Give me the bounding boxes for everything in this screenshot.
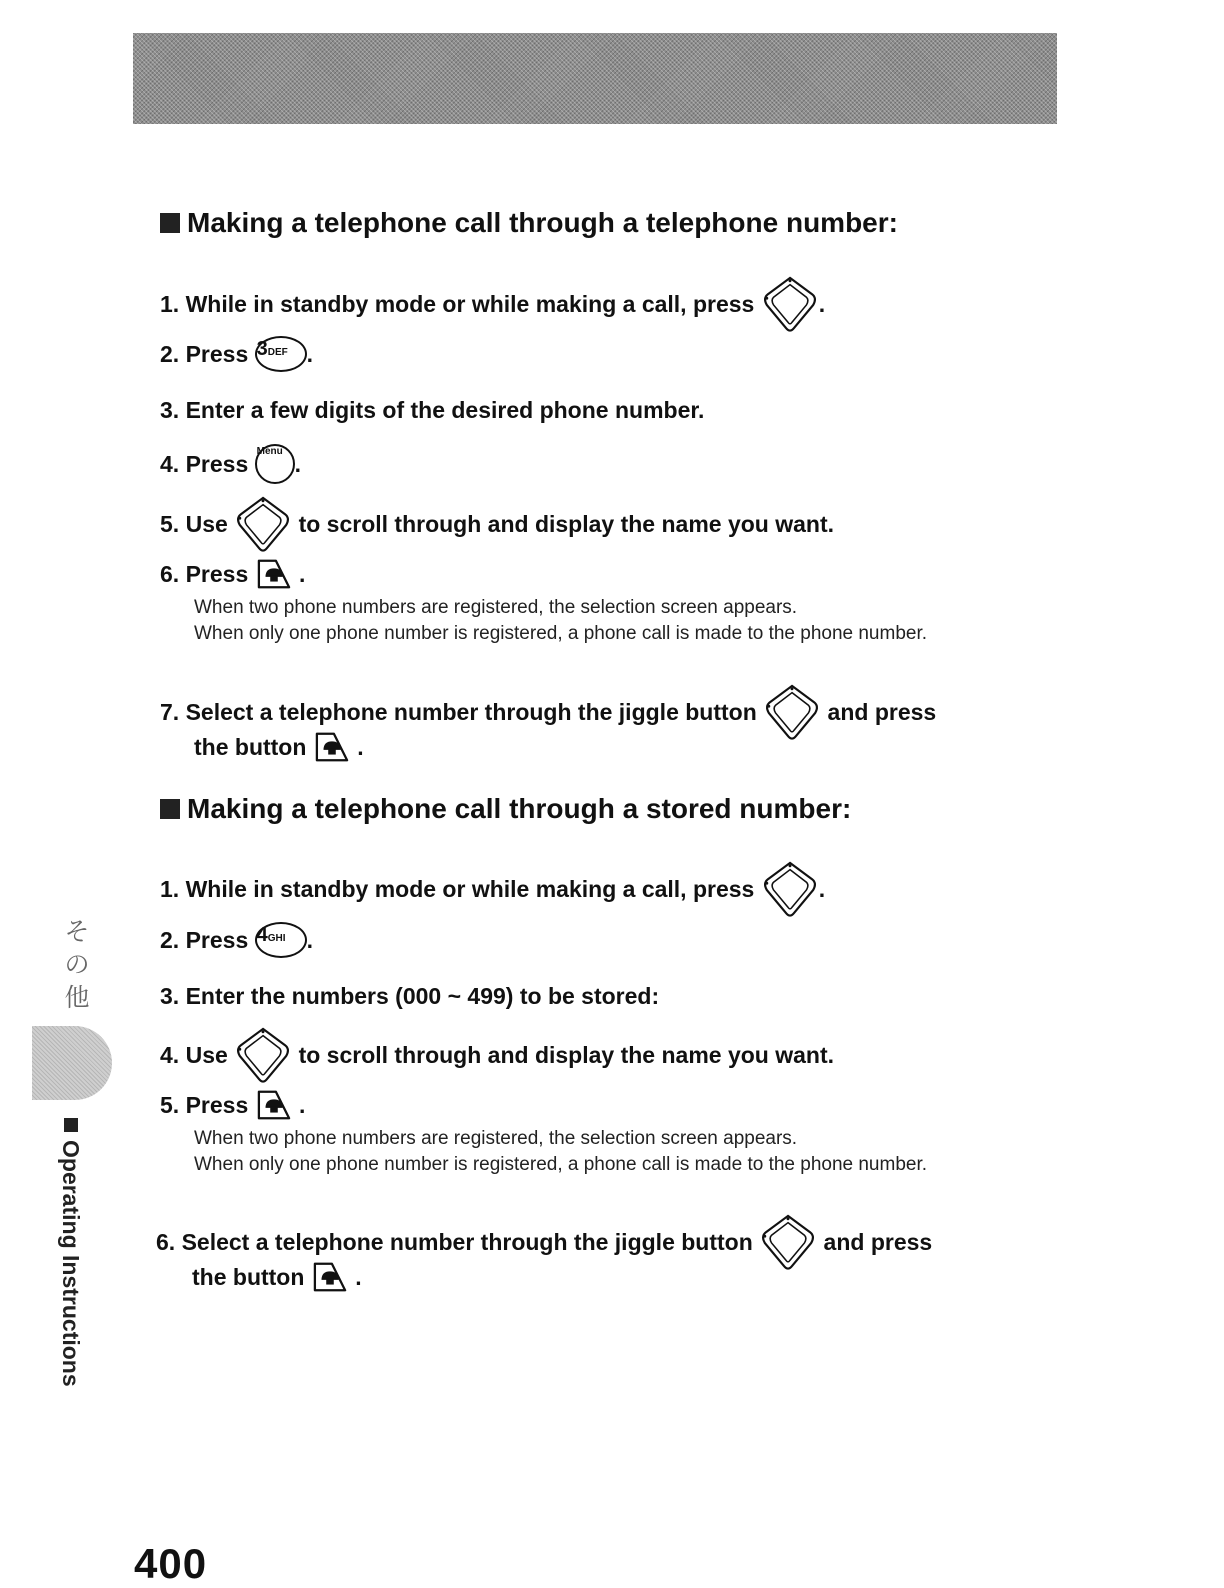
step-item: 4. Press Menu . [160, 444, 301, 484]
menu-key-icon: Menu [255, 444, 295, 484]
note-text: When two phone numbers are registered, the selection screen appears. When only one phone number is registered, a phone call is made to the phone number. [194, 597, 928, 644]
jiggle-button-icon [763, 683, 821, 741]
section-title: Making a telephone call through a stored number: [160, 793, 851, 825]
step-item: 3. Enter a few digits of the desired phone number. [160, 397, 705, 423]
call-button-icon [313, 730, 351, 764]
jiggle-button-icon [761, 275, 819, 333]
step-item: 5. Use to scroll through and display the name you want. [160, 495, 834, 553]
step-item: 1. While in standby mode or while making a call, press . [160, 860, 825, 918]
step-item: 1. While in standby mode or while making a call, press . [160, 275, 825, 333]
key-4-icon: 4GHI [255, 922, 307, 958]
call-button-icon [255, 1088, 293, 1122]
key-3-icon: 3DEF [255, 336, 307, 372]
step-item: 5. Press . [160, 1088, 305, 1122]
note-text: When two phone numbers are registered, the selection screen appears. When only one phone number is registered, a phone call is made to the phone number. [194, 1128, 928, 1175]
sidebar-japanese-label: そ の 他 [64, 917, 90, 1012]
step-item-continuation: the button . [192, 1260, 362, 1294]
step-item: 3. Enter the numbers (000 ~ 499) to be stored: [160, 983, 660, 1009]
jiggle-button-icon [759, 1213, 817, 1271]
step-item: 7. Select a telephone number through the jiggle button and press [160, 683, 936, 741]
step-item: 6. Select a telephone number through the jiggle button and press [156, 1213, 932, 1271]
bullet-square-icon [160, 213, 180, 233]
jiggle-button-icon [234, 1026, 292, 1084]
bullet-square-icon [160, 799, 180, 819]
jiggle-button-icon [234, 495, 292, 553]
step-item-continuation: the button . [194, 730, 364, 764]
jiggle-button-icon [761, 860, 819, 918]
step-item: 6. Press . [160, 557, 305, 591]
sidebar-section-label: Operating Instructions [57, 1118, 84, 1387]
page-number: 400 [134, 1540, 208, 1587]
section-title: Making a telephone call through a telephone number: [160, 207, 898, 239]
step-item: 2. Press 3DEF . [160, 336, 313, 372]
step-item: 2. Press 4GHI . [160, 922, 313, 958]
step-item: 4. Use to scroll through and display the name you want. [160, 1026, 834, 1084]
call-button-icon [311, 1260, 349, 1294]
sidebar-tab [32, 1026, 112, 1100]
bullet-square-icon [64, 1118, 78, 1132]
call-button-icon [255, 557, 293, 591]
header-band [133, 33, 1057, 124]
